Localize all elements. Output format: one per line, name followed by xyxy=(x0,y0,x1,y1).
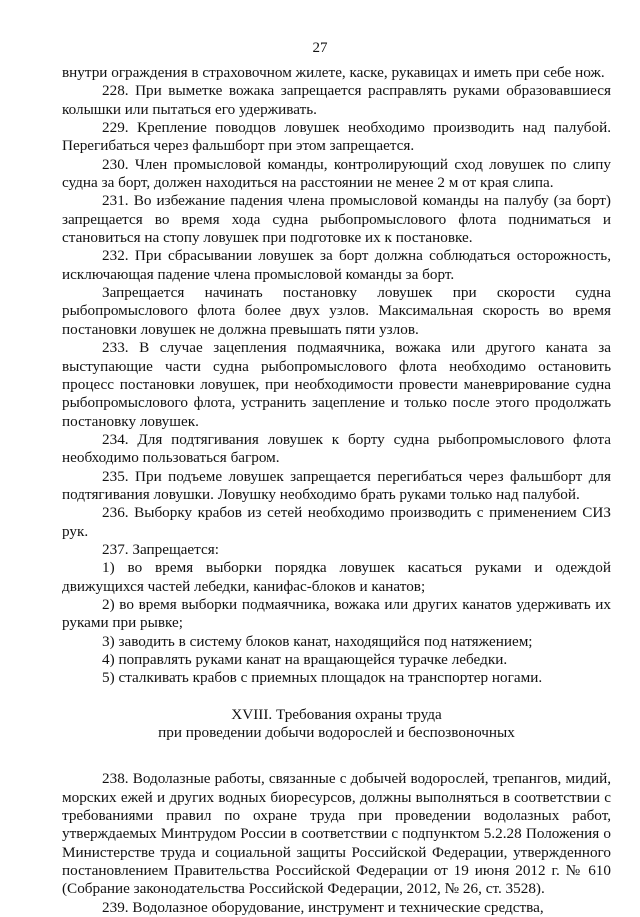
paragraph-232: 232. При сбрасывании ловушек за борт должна соблюдаться осторожность, исключающая падение члена промысловой команды за борт. xyxy=(62,247,611,283)
list-item-237-3: 3) заводить в систему блоков канат, находящийся под натяжением; xyxy=(102,632,533,650)
list-item-237-1: 1) во время выборки порядка ловушек касаться руками и одеждой движущихся частей лебедки, канифас-блоков и канатов; xyxy=(62,559,611,595)
paragraph-228: 228. При выметке вожака запрещается расправлять руками образовавшиеся колышки или пытаться его удерживать. xyxy=(62,82,611,118)
section-title-line-1: XVIII. Требования охраны труда xyxy=(231,705,442,723)
list-item-237-5: 5) сталкивать крабов с приемных площадок на транспортер ногами. xyxy=(102,669,543,687)
paragraph-239: 239. Водолазное оборудование, инструмент и технические средства, xyxy=(102,898,544,916)
paragraph-231: 231. Во избежание падения члена промысловой команды на палубу (за борт) запрещается во время хода судна рыбопромыслового флота подниматься и становиться на стопу ловушек при подготовке их к постановке. xyxy=(62,192,611,247)
paragraph-234: 234. Для подтягивания ловушек к борту судна рыбопромыслового флота необходимо пользоваться багром. xyxy=(62,430,611,467)
document-body xyxy=(62,64,611,917)
section-heading xyxy=(62,706,611,743)
page-number: 27 xyxy=(312,40,328,56)
list-item-237-2: 2) во время выборки подмаячника, вожака или других канатов удерживать их руками при рывке; xyxy=(62,595,611,632)
paragraph-230: 230. Член промысловой команды, контролирующий сход ловушек по слипу судна за борт, должен находиться на расстоянии не менее 2 м от края слипа. xyxy=(62,155,611,192)
paragraph-233: 233. В случае зацепления подмаячника, вожака или другого каната за выступающие части судна рыбопромыслового флота необходимо остановить процесс постановки ловушек, при необходимости провести маневрирование судна рыбопромыслового флота, устранить зацепление и только после этого продолжать постановку ловушек. xyxy=(62,339,611,430)
paragraph-229: 229. Крепление поводцов ловушек необходимо производить над палубой. Перегибаться через фальшборт при этом запрещается. xyxy=(62,119,611,155)
paragraph-232-continued: Запрещается начинать постановку ловушек при скорости судна рыбопромыслового флота более двух узлов. Максимальная скорость во время постановки ловушек не должна превышать пяти узлов. xyxy=(62,284,611,338)
paragraph-237: 237. Запрещается: xyxy=(102,540,219,558)
paragraph-238: 238. Водолазные работы, связанные с добычей водорослей, трепангов, мидий, морских ежей и других водных биоресурсов, должны выполняться в соответствии с требованиями правил по охране труда при проведении водолазных работ, утверждаемых Минтрудом России в соответствии с подпунктом 5.2.28 Положения о Министерстве труда и социальной защиты Российской Федерации, утвержденного постановлением Правительства Российской Федерации от 19 июня 2012 г. № 610 (Собрание законодательства Российской Федерации, 2012, № 26, ст. 3528). xyxy=(62,770,611,898)
section-title-line-2: при проведении добычи водорослей и беспозвоночных xyxy=(158,724,515,742)
paragraph-235: 235. При подъеме ловушек запрещается перегибаться через фальшборт для подтягивания ловушки. Ловушку необходимо брать руками только над палубой. xyxy=(62,467,611,503)
list-item-237-4: 4) поправлять руками канат на вращающейся турачке лебедки. xyxy=(102,651,508,668)
paragraph-236: 236. Выборку крабов из сетей необходимо производить с применением СИЗ рук. xyxy=(62,504,611,540)
paragraph-226-continuation: внутри ограждения в страховочном жилете, каске, рукавицах и иметь при себе нож. xyxy=(62,64,605,81)
